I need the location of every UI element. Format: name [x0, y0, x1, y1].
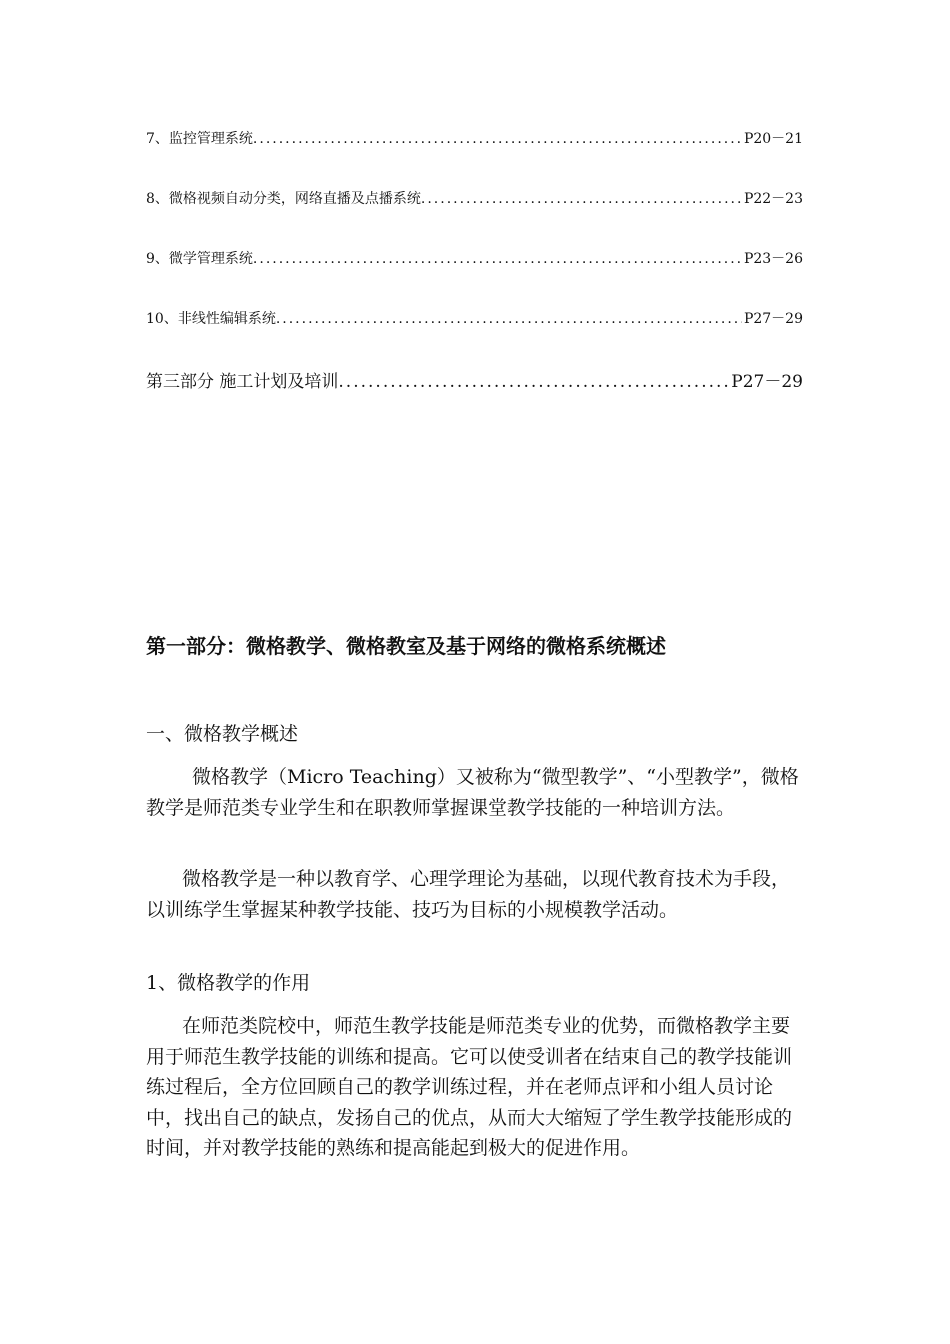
toc-leader-dots [421, 191, 742, 207]
toc-leader-dots [338, 372, 729, 392]
heading-overview: 一、微格教学概述 [146, 723, 299, 745]
paragraph-definition: 微格教学（Micro Teaching）又被称为“微型教学”、“小型教学”，微格教学是师范类专业学生和在职教师掌握课堂教学技能的一种培训方法。 [146, 766, 799, 819]
paragraph-description: 微格教学是一种以教育学、心理学理论为基础，以现代教育技术为手段，以训练学生掌握某种教学技能、技巧为目标的小规模教学活动。 [146, 868, 791, 921]
toc-entry-label: 7、监控管理系统 [146, 131, 253, 147]
toc-entry-label: 第三部分 施工计划及培训 [146, 372, 339, 392]
toc-entry-label: 10、非线性编辑系统 [146, 311, 276, 327]
toc-entry-page: P23－26 [743, 251, 803, 267]
toc-entry-label: 8、微格视频自动分类，网络直播及点播系统 [146, 191, 421, 207]
toc-entry-part3[interactable] [146, 367, 803, 392]
toc-entry-page: P20－21 [743, 131, 803, 147]
toc-leader-dots [253, 131, 742, 147]
section-title: 第一部分：微格教学、微格教室及基于网络的微格系统概述 [146, 634, 666, 658]
toc-entry-9[interactable] [146, 248, 803, 268]
toc-entry-page: P27－29 [731, 372, 803, 392]
toc-entry-7[interactable] [146, 128, 803, 148]
toc-leader-dots [276, 311, 742, 327]
paragraph-function: 在师范类院校中，师范生教学技能是师范类专业的优势，而微格教学主要用于师范生教学技能的训练和提高。它可以使受训者在结束自己的教学技能训练过程后，全方位回顾自己的教学训练过程，并在老师点评和小组人员讨论中，找出自己的缺点，发扬自己的优点，从而大大缩短了学生教学技能形成的时间，并对教学技能的熟练和提高能起到极大的促进作用。 [146, 1015, 793, 1159]
toc-entry-page: P22－23 [743, 191, 803, 207]
toc-entry-8[interactable] [146, 188, 803, 208]
heading-function: 1、微格教学的作用 [146, 972, 311, 994]
toc-entry-label: 9、微学管理系统 [146, 251, 253, 267]
toc-entry-10[interactable] [146, 308, 803, 328]
toc-leader-dots [253, 251, 742, 267]
toc-entry-page: P27－29 [743, 311, 803, 327]
